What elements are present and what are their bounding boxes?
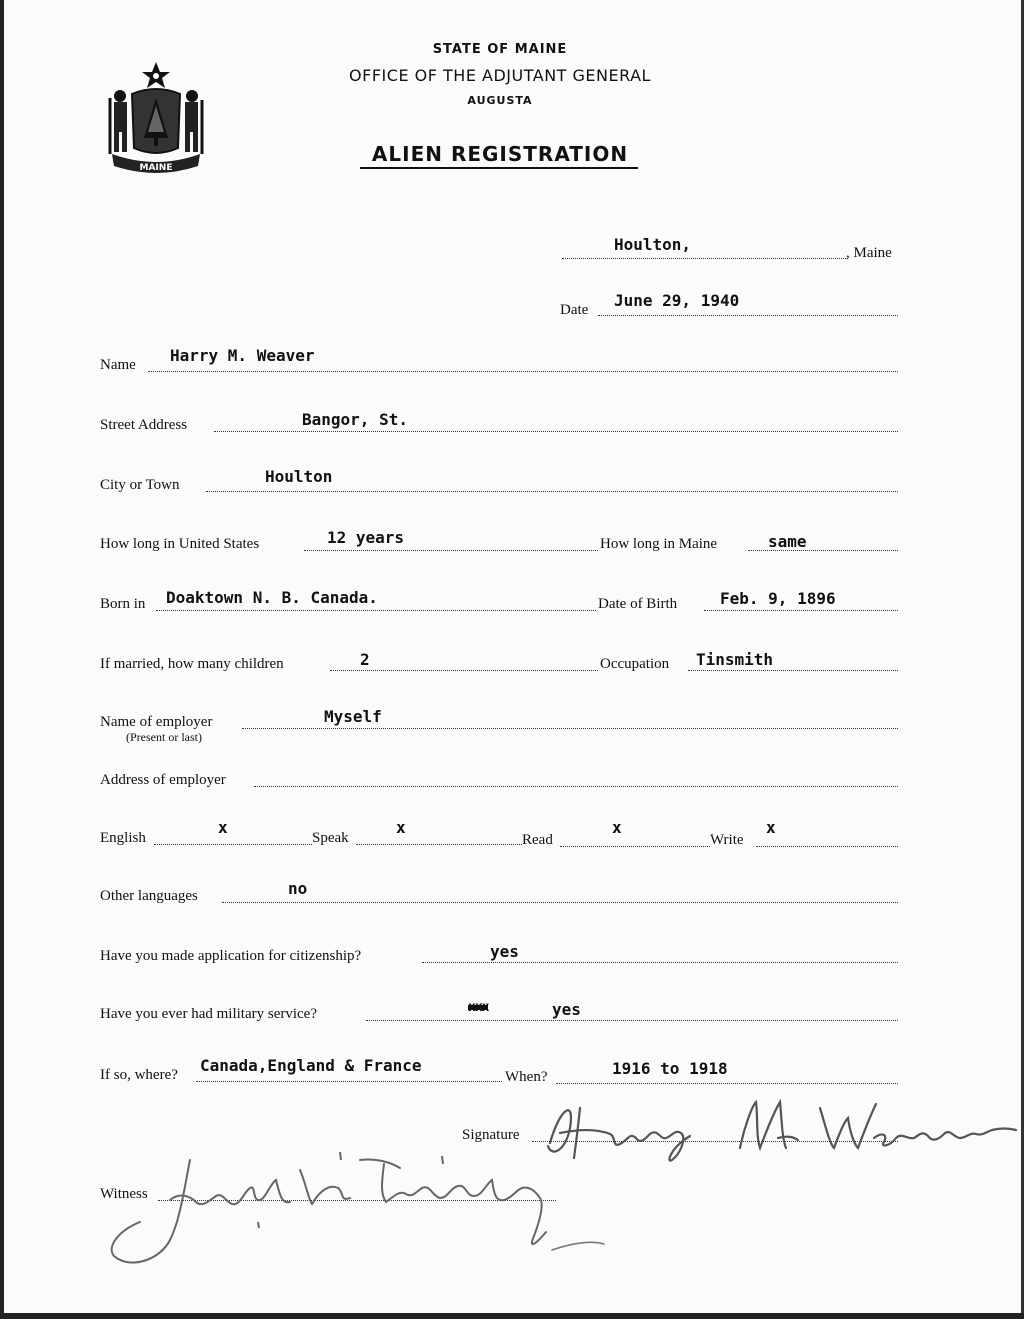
city-label: City or Town — [100, 477, 180, 493]
born-in-value: Doaktown N. B. Canada. — [166, 588, 378, 607]
signature-label: Signature — [462, 1127, 520, 1143]
employer-sublabel: (Present or last) — [126, 730, 202, 744]
place-value: Houlton, — [614, 235, 692, 254]
when-label: When? — [505, 1069, 548, 1085]
how-long-maine-label: How long in Maine — [600, 536, 718, 552]
children-label: If married, how many children — [100, 656, 284, 672]
write-value: x — [766, 818, 776, 837]
employer-label: Name of employer — [100, 714, 213, 730]
how-long-us-label: How long in United States — [100, 536, 260, 552]
where-label: If so, where? — [100, 1067, 178, 1083]
other-languages-label: Other languages — [100, 888, 198, 904]
other-languages-value: no — [288, 879, 308, 898]
english-dots — [154, 844, 312, 845]
read-value: x — [612, 818, 622, 837]
read-label: Read — [522, 832, 553, 848]
name-label: Name — [100, 357, 136, 373]
born-in-dots — [156, 610, 596, 611]
military-value: yes — [552, 1000, 581, 1019]
where-value: Canada,England & France — [200, 1056, 422, 1075]
other-languages-dots — [222, 902, 898, 903]
military-struck-value: xxx — [468, 1000, 489, 1015]
svg-text:MAINE: MAINE — [139, 163, 173, 173]
occupation-value: Tinsmith — [696, 650, 774, 669]
occupation-label: Occupation — [600, 656, 670, 672]
children-value: 2 — [360, 650, 370, 669]
form-title: ALIEN REGISTRATION — [371, 142, 629, 166]
dob-dots — [704, 610, 898, 611]
employer-dots — [242, 728, 898, 729]
name-value: Harry M. Weaver — [170, 346, 315, 365]
children-dots — [330, 670, 598, 671]
when-dots — [556, 1083, 898, 1084]
name-dots — [148, 371, 898, 372]
citizenship-label: Have you made application for citizenship? — [100, 948, 362, 964]
write-label: Write — [710, 832, 744, 848]
dob-value: Feb. 9, 1896 — [720, 589, 836, 608]
occupation-dots — [688, 670, 898, 671]
employer-value: Myself — [324, 707, 382, 726]
speak-dots — [356, 844, 522, 845]
citizenship-dots — [422, 962, 898, 963]
office-heading: OFFICE OF THE ADJUTANT GENERAL — [349, 66, 651, 85]
place-suffix: , Maine — [846, 245, 892, 261]
employer-address-label: Address of employer — [100, 772, 226, 788]
where-dots — [196, 1081, 502, 1082]
citizenship-value: yes — [490, 942, 519, 961]
scan-edge-bottom — [0, 1313, 1024, 1319]
dob-label: Date of Birth — [598, 596, 678, 612]
street-label: Street Address — [100, 417, 188, 433]
witness-label: Witness — [100, 1186, 148, 1202]
how-long-maine-value: same — [768, 532, 807, 551]
street-value: Bangor, St. — [302, 410, 408, 429]
city-heading: AUGUSTA — [467, 94, 533, 107]
date-dots — [598, 315, 898, 316]
state-heading: STATE OF MAINE — [432, 42, 568, 57]
how-long-us-dots — [304, 550, 598, 551]
city-value: Houlton — [265, 467, 333, 486]
military-label: Have you ever had military service? — [100, 1006, 317, 1022]
how-long-us-value: 12 years — [327, 528, 405, 547]
born-in-label: Born in — [100, 596, 146, 612]
scan-edge-left — [0, 0, 4, 1319]
witness-handwriting — [100, 1140, 620, 1280]
date-label: Date — [560, 302, 589, 318]
title-underline — [360, 167, 638, 169]
employer-address-dots — [254, 786, 898, 787]
write-dots — [756, 846, 898, 847]
speak-label: Speak — [312, 830, 349, 846]
english-value: x — [218, 818, 228, 837]
street-dots — [214, 431, 898, 432]
speak-value: x — [396, 818, 406, 837]
english-label: English — [100, 830, 146, 846]
when-value: 1916 to 1918 — [612, 1059, 728, 1078]
place-dots — [562, 258, 848, 259]
military-dots — [366, 1020, 898, 1021]
date-value: June 29, 1940 — [614, 291, 740, 310]
city-dots — [206, 491, 898, 492]
read-dots — [560, 846, 710, 847]
